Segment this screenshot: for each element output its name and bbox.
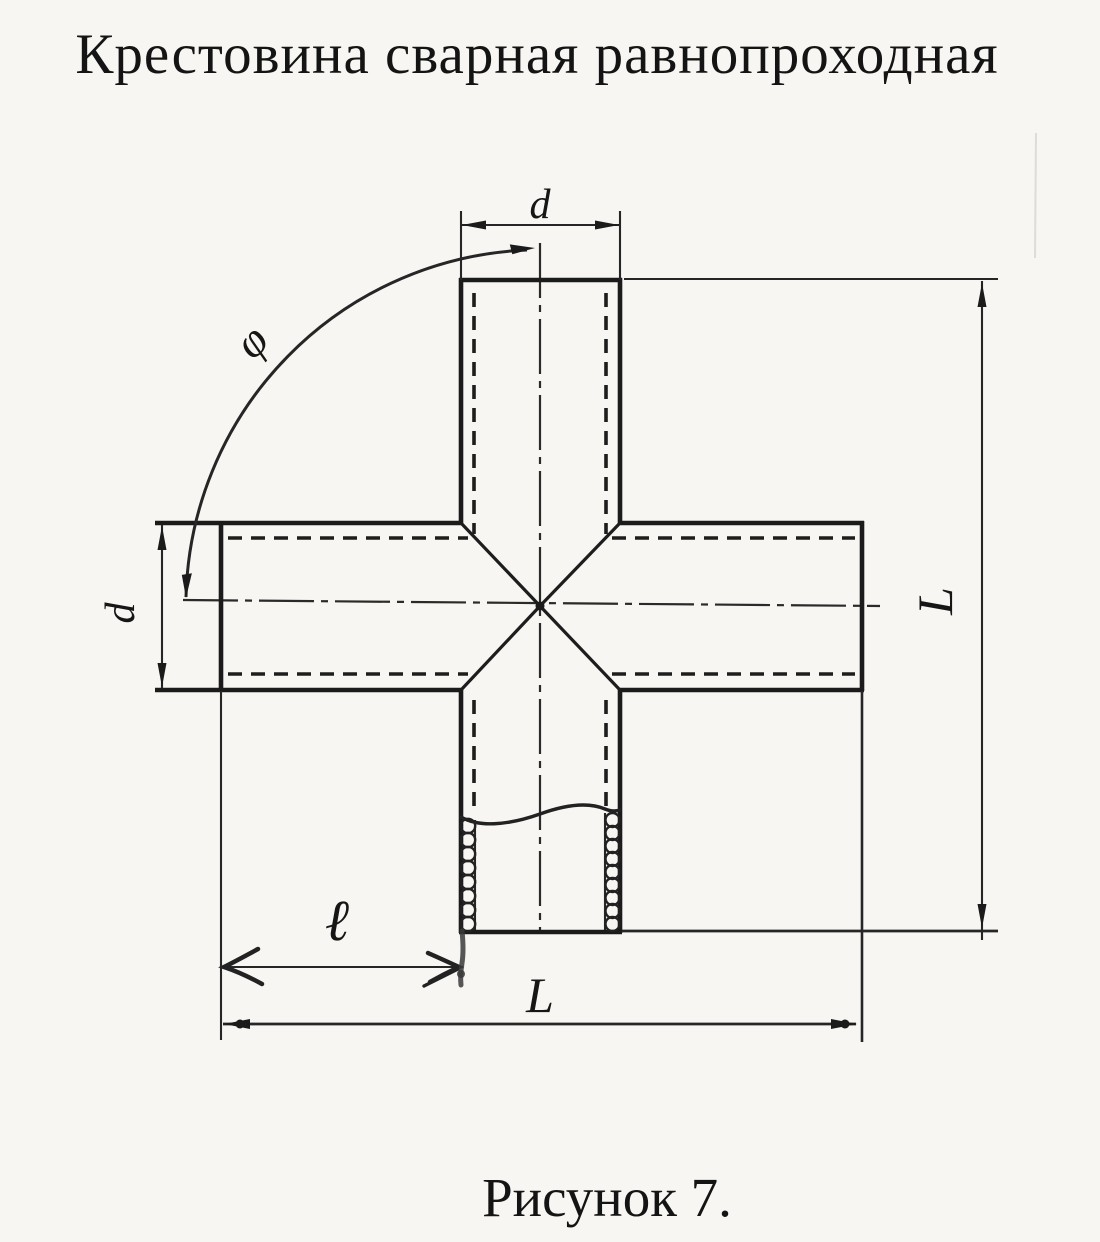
label-l-stub: ℓ bbox=[324, 888, 350, 953]
label-L-bottom: L bbox=[526, 967, 554, 1023]
label-d-left: d bbox=[98, 602, 144, 624]
l-arrow-right-extra bbox=[424, 969, 458, 986]
ink-blob bbox=[841, 1020, 850, 1029]
dimension-L-right bbox=[622, 279, 998, 940]
cross-center-point bbox=[536, 602, 545, 611]
dimension-l-stub bbox=[222, 888, 465, 986]
ink-blob bbox=[457, 970, 465, 978]
ink-blob bbox=[236, 1020, 245, 1029]
phi-arc bbox=[186, 250, 527, 597]
centerlines bbox=[183, 243, 880, 932]
dimension-d-left bbox=[98, 525, 167, 688]
horizontal-pipe-left-branch bbox=[155, 521, 468, 691]
page-title: Крестовина сварная равнопроходная bbox=[75, 23, 999, 86]
dimension-L-bottom bbox=[221, 691, 862, 1042]
weld-scallops-right bbox=[606, 813, 620, 931]
label-phi: φ bbox=[224, 314, 279, 369]
label-d-top: d bbox=[529, 182, 551, 228]
label-L-right: L bbox=[907, 587, 963, 615]
figure-caption: Рисунок 7. bbox=[482, 1167, 732, 1228]
scan-artifact-line bbox=[1035, 133, 1036, 258]
